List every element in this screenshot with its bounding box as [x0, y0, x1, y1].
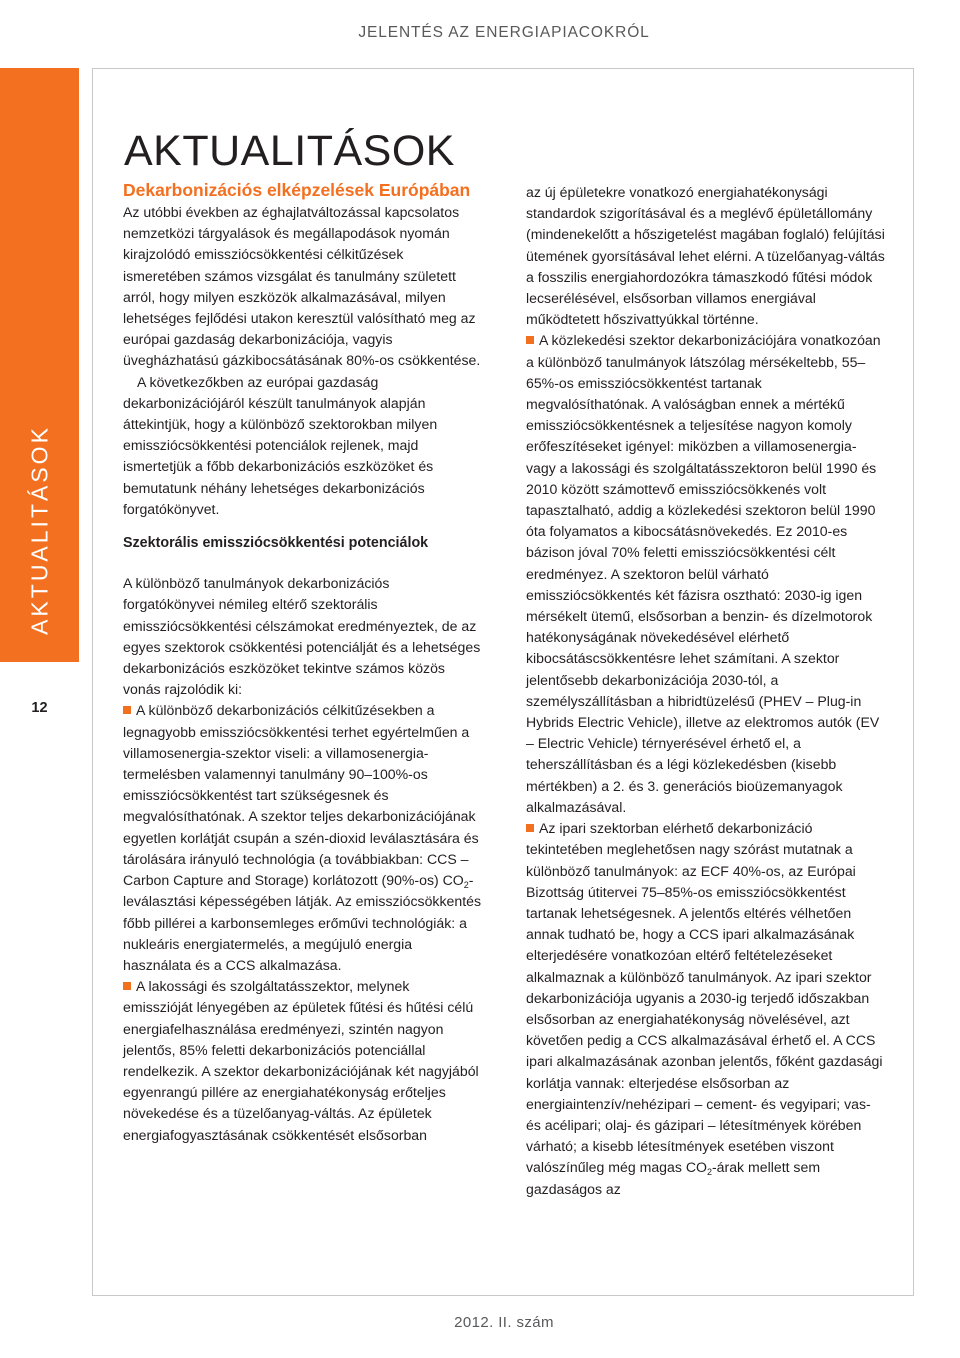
bullet-residential: A lakossági és szolgáltatásszektor, melynek emisszióját lényegében az épületek fűtési és hűtési célú energiafelhasználása eredményezi, szintén nagyon jelentős, 85% feletti dekarbonizációs potenciállal rendelkezik. A szektor dekarbonizációjának két nagyjából egyenrangú pillére az energiahatékonyság erőteljes növekedése és a tüzelőanyag-váltás. Az épületek energiafogyasztásának csökkentését elsősorban [123, 978, 479, 1143]
bullet-electricity: A különböző dekarbonizációs célkitűzésekben a legnagyobb emissziócsökkentési terhet egyértelműen a villamosenergia-szektor viseli: a villamosenergia-termelésben valamennyi tanulmány 90–100%-os emissziócsökkentést tart szükségesnek és megvalósíthatónak. A szektor teljes dekarbonizációjának egyetlen korlátját csupán a szén-dioxid leválasztására és tárolására irányuló technológia (a továbbiakban: CCS – Carbon Capture and Storage) korlátozott (90%-os) $CO_2$-leválasztási képességében látják. Az emissziócsökkentés főbb pillérei a karbonsemleges erőművi technológiák: a nukleáris energiatermelés, a megújuló energia használata és a CCS alkalmazása. [123, 702, 482, 973]
article-column-left [123, 178, 483, 1146]
article-heading: Dekarbonizációs elképzelések Európában [123, 180, 471, 200]
bullet-transport: A közlekedési szektor dekarbonizációjára vonatkozóan a különböző tanulmányok látszólag mérsékeltebb, 55–65%-os emissziócsökkentést tartanak megvalósíthatónak. A valóságban ennek a mértékű emissziócsökkentésnek a teljesítése nagyon komoly erőfeszítéseket igényel: miközben a villamosenergia- vagy a lakossági és szolgáltatásszektoron belül 1990 és 2010 között számottevő emissziócsökkenés volt tapasztalható, addig a közlekedési szektoron belül 1990 óta folyamatos a kibocsátásnövekedés. Ez 2010-es bázison jóval 70% feletti emissziócsökkentési célt eredményez. A szektoron belül várható emissziócsökkentés két fázisra osztható: 2030-ig igen mérsékelt ütemű, elsősorban a benzin- és dízelmotorok hatékonyságának növekedésével elérhető kibocsátáscsökkentésre lehet számítani. A szektor jelentősebb dekarbonizációja 2030-tól, a személyszállításban a hibridtüzelésű (PHEV – Plug-in Hybrids Electric Vehicle), illetve az elektromos autók (EV – Electric Vehicle) térnyerésével érhető el, a teherszállításban és a légi közlekedésben (kisebb mértékben) a 2. és 3. generációs bioüzemanyagok alkalmazásával. [526, 332, 881, 815]
page-number: 12 [31, 700, 48, 716]
paragraph-potentials: A különböző tanulmányok dekarbonizációs forgatókönyvei némileg eltérő szektorális emissziócsökkentési célszámokat eredményeztek, de az egyes szektorok csökkentési potenciálját és a lehetséges dekarbonizációs eszközöket tekintve számos közös vonás rajzolódik ki: [123, 575, 481, 698]
issue-footer: 2012. II. szám [454, 1314, 554, 1331]
paragraph-buildings: az új épületekre vonatkozó energiahatékonysági standardok szigorításával és a meglévő épületállomány (mindenekelőtt a hőszigetelést magában foglaló) felújítási ütemének gyorsításával lehet elérni. A tüzelőanyag-váltás a fosszilis energiahordozókra támaszkodó fűtési módok lecserélésével, elsősorban villamos energiával működtetett hőszivattyúkkal történne. [526, 184, 885, 328]
paragraph-intro: Az utóbbi években az éghajlatváltozással kapcsolatos nemzetközi tárgyalások és megállapodások nyomán kirajzolódó emissziócsökkentési célkitűzések ismeretében számos vizsgálat és tanulmány született arról, hogy milyen eszközök alkalmazásával, milyen lehetséges fejlődési utakon keresztül valósítható meg az európai gazdaság dekarbonizációja, vagyis üvegházhatású gázkibocsátásának 80%-os csökkentése. [123, 204, 481, 369]
bullet-industry: Az ipari szektorban elérhető dekarbonizáció tekintetében meglehetősen nagy szórást mutatnak a különböző tanulmányok: az ECF 40%-os, az Európai Bizottság útitervei 75–85%-os emissziócsökkentést tartanak lehetségesnek. A jelentős eltérés vélhetően annak tudható be, hogy a CCS ipari alkalmazásának elterjedésére vonatkozóan eltérő feltételezéseket alkalmaznak a különböző tanulmányok. Az ipari szektor dekarbonizációja ugyanis a 2030-ig terjedő időszakban elsősorban az energiahatékonyság növelésével, azt követően pedig a CCS alkalmazásával érhető el. A CCS ipari alkalmazásának azonban jelentős, főként gazdasági korlátja vannak: elterjedése elsősorban az energiaintenzív/nehézipari – cement- és vegyipari; vas- és acélipari; olaj- és gázipari – létesítmények körében várható; a kisebb létesítmények esetében viszont valószínűleg még magas $CO_2$-árak mellett sem gazdaságos az [526, 820, 883, 1197]
square-bullet-icon [526, 336, 534, 344]
article-column-right [526, 182, 886, 1200]
paragraph-overview: A következőkben az európai gazdaság dekarbonizációjáról készült tanulmányok alapján áttekintjük, hogy a különböző szektorokban milyen emissziócsökkentési potenciálok rejlenek, majd ismertetjük a főbb dekarbonizációs eszközöket és bemutatunk néhány lehetséges dekarbonizációs forgatókönyvet. [123, 373, 438, 517]
square-bullet-icon [123, 706, 131, 714]
section-subheading: Szektorális emissziócsökkentési potenciálok [123, 535, 429, 552]
square-bullet-icon [123, 982, 131, 990]
page-title: AKTUALITÁSOK [124, 126, 455, 175]
square-bullet-icon [526, 824, 534, 832]
running-header: JELENTÉS AZ ENERGIAPIACOKRÓL [358, 24, 650, 41]
section-side-label-text: AKTUALITÁSOK [26, 425, 53, 635]
